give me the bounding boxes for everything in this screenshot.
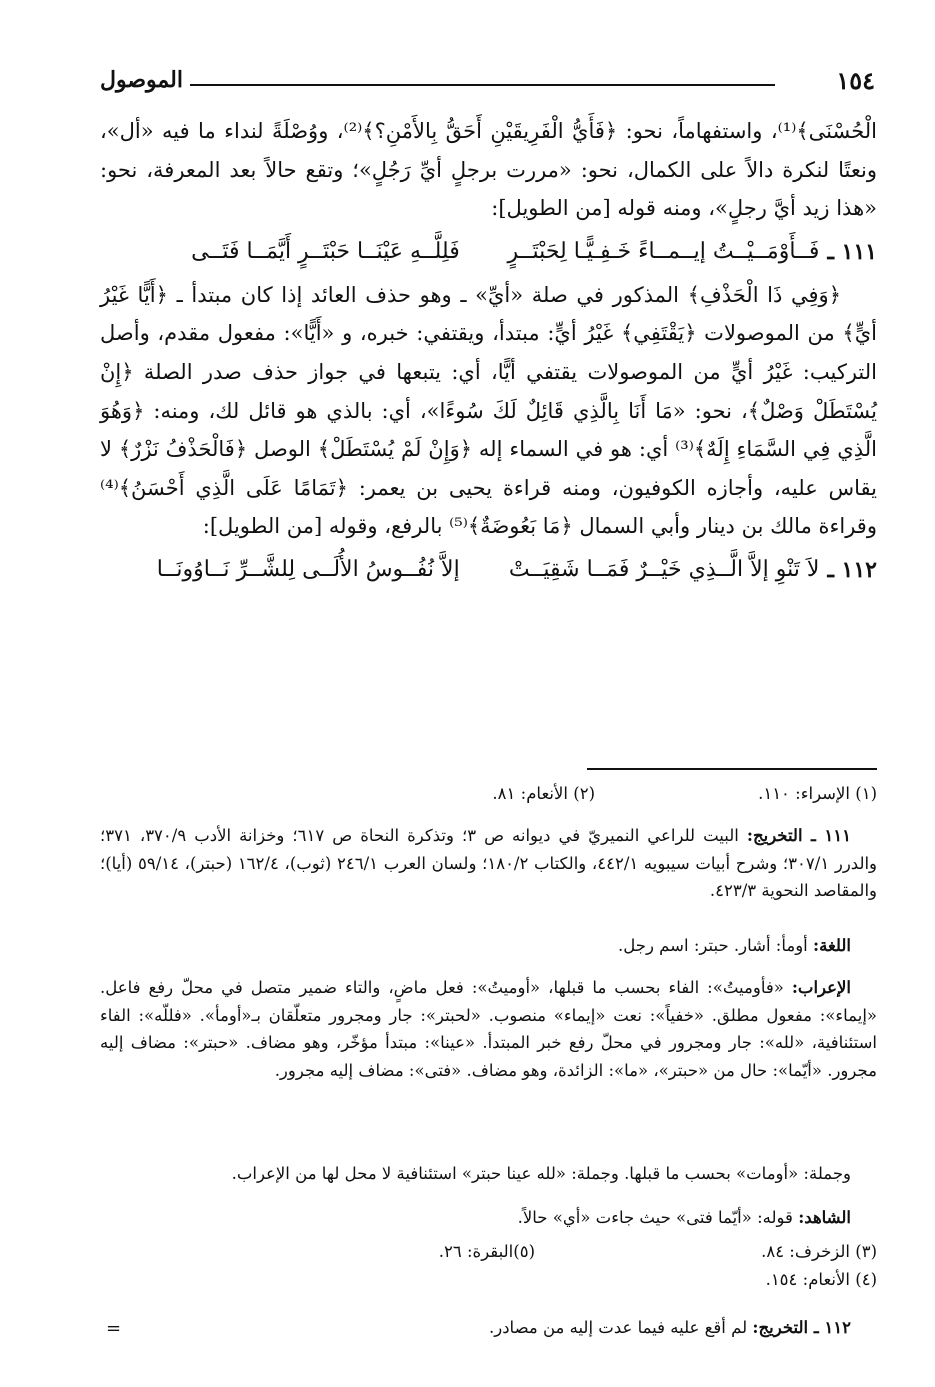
footnote-1: (١) الإسراء: ١١٠. [758,784,877,803]
verse-number: ١١١ ـ [827,238,877,265]
takhrij-label: ١١٢ ـ التخريج: [752,1318,851,1337]
lugha-label: اللغة: [813,936,851,955]
running-title: الموصول [100,67,183,93]
verse-first-hemistich: لاَ تَنْوِ إلاَّ الَّــذِي خَيْــرٌ فَمَــا شَقِيَــتْ [508,556,820,582]
header-rule [190,84,775,86]
continuation-mark: = [106,1318,122,1339]
verse-112 [100,550,877,590]
shahid-label: الشاهد: [798,1208,851,1227]
footnote-separator [587,768,877,770]
verse-number: ١١٢ ـ [827,556,877,583]
lugha-text: أومأ: أشار. حبتر: اسم رجل. [618,936,808,955]
takhrij-text: لم أقع عليه فيما عدت إليه من مصادر. [488,1318,748,1337]
footnote-2: (٢) الأنعام: ٨١. [492,784,595,803]
shahid-text: قوله: «أيّما فتى» حيث جاءت «أي» حالاً. [517,1208,793,1227]
footnote-5: (٥)البقرة: ٢٦. [438,1242,535,1261]
footnote-4: (٤) الأنعام: ١٥٤. [765,1270,877,1289]
jumla-text: وجملة: «أومات» بحسب ما قبلها. وجملة: «لله عينا حبتر» استئنافية لا محل لها من الإعراب. [231,1164,851,1183]
footnote-jumla [100,1160,877,1188]
verse-second-hemistich: فَلِلَّــهِ عَيْنَــا حَبْتَــرٍ أَيَّمَــا فَتَــى [191,238,460,264]
footnote-shahid [100,1204,877,1232]
verse-first-hemistich: فَــأَوْمَــيْــتُ إيــمــاءً خَـفِـيًّـا لِحَبْتَــرٍ [507,238,820,264]
main-text [100,112,877,594]
verse-second-hemistich: إلاَّ نُفُــوسُ الأُلَــى لِلشَّــرِّ نَــاوُونَــا [156,556,460,582]
irab-text: «فأوميتُ»: الفاء بحسب ما قبلها، «أوميتُ»: فعل ماضٍ، والتاء ضمير متصل في محلّ رفع فاعل. «إيماء»: مفعول مطلق. «خفياً»: نعت «إيماء» منصوب. «لحبتر»: جار ومجرور متعلّقان بـ«أومأ». «فللّه»: الفاء استئنافية، «لله»: جار ومجرور في محلّ رفع خبر المبتدأ. «عينا»: مبتدأ مؤخّر، وهو مضاف. «حبتر»: مضاف إليه مجرور. «أيّما»: حال من «حبتر»، «ما»: الزائدة، وهو مضاف. «فتى»: مضاف إليه مجرور. [100,978,877,1080]
takhrij-text: البيت للراعي النميريّ في ديوانه ص ٣؛ وتذكرة النحاة ص ٦١٧؛ وخزانة الأدب ٣٧٠/٩، ٣٧١؛ والدرر ٣٠٧/١؛ وشرح أبيات سيبويه ٤٤٢/١، والكتاب ١٨٠/٢؛ ولسان العرب ٢٤٦/١ (ثوب)، ١٦٢/٤ (حبتر)، ٥٩/١٤ (أيا)؛ والمقاصد النحوية ٤٢٣/٣. [100,826,878,900]
footnote-takhrij-112 [100,1314,877,1342]
irab-label: الإعراب: [791,978,851,997]
takhrij-label: ١١١ ـ التخريج: [746,826,851,845]
footnote-lugha [100,932,877,960]
paragraph-1: الْحُسْنَى﴾⁽¹⁾، واستفهاماً، نحو: ﴿فَأَيُّ الْفَرِيقَيْنِ أَحَقُّ بِالأَمْنِ؟﴾⁽²⁾، ووُصْلَةً لنداء ما فيه «أل»، ونعتًا لنكرة دالاً على الكمال، نحو: «مررت برجلٍ أيِّ رَجُلٍ»؛ وتقع حالاً بعد المعرفة، نحو: «هذا زيد أيَّ رجلٍ»، ومنه قوله [من الطويل]: [100,119,878,221]
footnote-3: (٣) الزخرف: ٨٤. [761,1242,877,1261]
footnote-takhrij-111 [100,822,877,905]
paragraph-2: ﴿وَفِي ذَا الْحَذْفِ﴾ المذكور في صلة «أيِّ» ـ وهو حذف العائد إذا كان مبتدأ ـ ﴿أَيًّا غَيْرُ أيٍّ﴾ من الموصولات ﴿يَقْتَفِي﴾ غَيْرُ أيٍّ: مبتدأ، ويقتفي: خبره، و «أَيًّا»: مفعول مقدم، وأصل التركيب: غَيْرُ أيٍّ من الموصولات يقتفي أيًّا، أي: يتبعها في جواز حذف صدر الصلة ﴿إِنْ يُسْتَطَلْ وَصْلٌ﴾، نحو: «مَا أَنَا بِالَّذِي قَائِلٌ لَكَ سُوءًا»، أي: بالذي هو قائل لك، ومنه: ﴿وَهُوَ الَّذِي فِي السَّمَاءِ إِلَهٌ﴾⁽³⁾ أي: هو في السماء إله ﴿وَإِنْ لَمْ يُسْتَطَلْ﴾ الوصل ﴿فَالْحَذْفُ نَزْرٌ﴾ لا يقاس عليه، وأجازه الكوفيون، ومنه قراءة يحيى بن يعمر: ﴿تَمَامًا عَلَى الَّذِي أَحْسَنُ﴾⁽⁴⁾ وقراءة مالك بن دينار وأبي السمال ﴿مَا بَعُوضَةٌ﴾⁽⁵⁾ بالرفع، وقوله [من الطويل]: [100,282,877,539]
page-number: ١٥٤ [836,65,875,95]
page-header [100,62,875,98]
footnote-irab [100,974,877,1084]
verse-111 [100,232,877,272]
